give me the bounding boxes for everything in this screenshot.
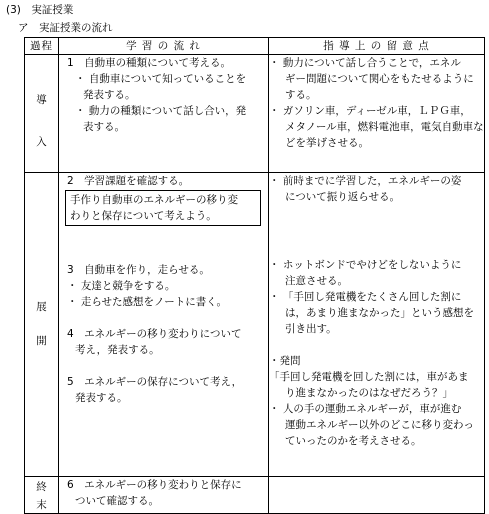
task-text: 手作り自動車のエネルギーの移り変 xyxy=(70,194,238,206)
step-text: 5 エネルギーの保存について考え， xyxy=(67,376,243,388)
note-text: メタノール車，燃料電池車，電気自動車な xyxy=(285,121,484,133)
bullet-text: 表する。 xyxy=(83,121,125,133)
notes-cell-development xyxy=(269,173,485,477)
learning-cell-closing xyxy=(59,477,269,514)
notes-cell-closing xyxy=(269,477,485,514)
note-text: ・ 動力について話し合うことで，エネル xyxy=(269,57,461,69)
bullet-text: ・ 動力の種類について話し合い，発 xyxy=(75,105,247,117)
learning-cell-development xyxy=(59,173,269,477)
stage-label-char: 展 xyxy=(36,301,47,313)
section-heading: (3) 実証授業 xyxy=(6,4,74,16)
note-text: 「手回し発電機を回した割には，車があま xyxy=(269,371,469,383)
step-text: 1 自動車の種類について考える。 xyxy=(67,57,231,69)
spacer xyxy=(59,310,268,326)
note-text: どを挙げさせる。 xyxy=(285,137,369,149)
step-text: 2 学習課題を確認する。 xyxy=(67,175,190,187)
table-row-development xyxy=(25,173,485,477)
stage-cell-development xyxy=(25,173,59,477)
step-text: 発表する。 xyxy=(75,392,128,404)
spacer xyxy=(269,337,484,353)
learning-task-box xyxy=(65,190,261,226)
stage-label-char: 導 xyxy=(36,94,47,106)
note-text: する。 xyxy=(285,89,317,101)
stage-cell-closing xyxy=(25,477,59,514)
note-text: 注意させる。 xyxy=(285,275,348,287)
task-text: わりと保存について考えよう。 xyxy=(70,210,217,222)
note-text: ていったのかを考えさせる。 xyxy=(285,435,422,447)
step-text: 考え，発表する。 xyxy=(75,344,160,356)
step-text: 4 エネルギーの移り変わりについて xyxy=(67,328,242,340)
note-text: ・ 人の手の運動エネルギーが，車が進む xyxy=(269,403,462,415)
table-row-closing xyxy=(25,477,485,514)
step-text: 6 エネルギーの移り変わりと保存に xyxy=(67,479,242,491)
step-text: 3 自動車を作り，走らせる。 xyxy=(67,264,210,276)
note-text: ・ 前時までに学習した，エネルギーの姿 xyxy=(269,175,462,187)
stage-label-char: 開 xyxy=(36,335,47,347)
bullet-text: 発表する。 xyxy=(83,89,136,101)
bullet-text: ・ 友達と競争をする。 xyxy=(67,280,176,292)
stage-label-char: 末 xyxy=(36,499,47,511)
spacer xyxy=(59,358,268,374)
header-row xyxy=(25,38,485,55)
note-text: ・ ガソリン車，ディーゼル車，ＬＰＧ車， xyxy=(269,105,471,117)
bullet-text: ・ 自動車について知っていることを xyxy=(75,73,247,85)
note-text: について振り返らせる。 xyxy=(285,191,400,203)
column-header-stage: 過程 xyxy=(25,38,59,55)
stage-label-char: 終 xyxy=(36,481,47,493)
note-text: ・発問 xyxy=(269,355,301,367)
note-text: は，あまり進まなかった」という感想を xyxy=(285,307,474,319)
notes-cell-intro xyxy=(269,55,485,173)
note-text: ギー問題について関心をもたせるように xyxy=(285,73,474,85)
stage-cell-intro xyxy=(25,55,59,173)
spacer xyxy=(269,205,484,257)
learning-cell-intro xyxy=(59,55,269,173)
step-text: ついて確認する。 xyxy=(75,495,159,507)
section-subheading: ア 実証授業の流れ xyxy=(18,22,113,34)
note-text: 引き出す。 xyxy=(285,323,337,335)
column-header-learning: 学 習 の 流 れ xyxy=(59,38,269,55)
note-text: ・ 「手回し発電機をたくさん回した割に xyxy=(269,291,462,303)
bullet-text: ・ 走らせた感想をノートに書く。 xyxy=(67,296,227,308)
spacer xyxy=(59,226,268,262)
lesson-plan-table xyxy=(24,37,485,514)
column-header-notes: 指 導 上 の 留 意 点 xyxy=(269,38,485,55)
note-text: ・ ホットボンドでやけどをしないように xyxy=(269,259,462,271)
stage-label-char: 入 xyxy=(36,136,47,148)
table-row-intro xyxy=(25,55,485,173)
note-text: 運動エネルギー以外のどこに移り変わっ xyxy=(285,419,474,431)
note-text: り進まなかったのはなぜだろう？」 xyxy=(285,387,453,399)
